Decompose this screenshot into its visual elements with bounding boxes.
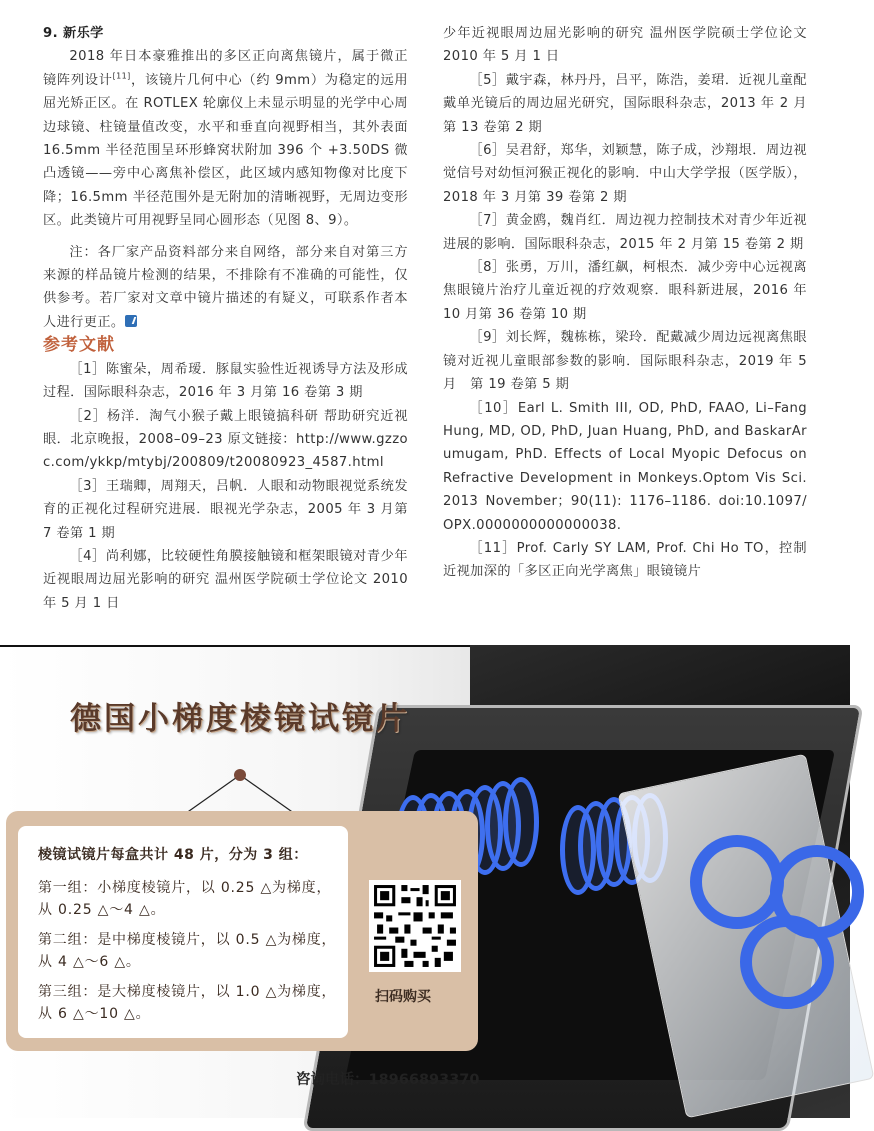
section-body <box>43 45 408 232</box>
reference-item: ［4］尚利娜，比较硬性角膜接触镜和框架眼镜对青少年近视眼周边屈光影响的研究 温州医学院硕士学位论文 2010 年 5 月 1 日 <box>43 548 408 611</box>
prism-lens <box>503 777 539 867</box>
ad-title: 德国小梯度棱镜试镜片 <box>70 701 410 737</box>
qr-code-icon[interactable] <box>369 880 461 972</box>
card-title: 棱镜试镜片每盒共计 48 片，分为 3 组： <box>38 847 308 863</box>
reference-item: ［8］张勇，万川，潘红飙，柯根杰．减少旁中心远视离焦眼镜片治疗儿童近视的疗效观察．眼科新进展，2016 年 10 月第 36 卷第 10 期 <box>443 260 807 322</box>
reference-item: ［6］吴君舒，郑华，刘颖慧，陈子成，沙翔垠．周边视觉信号对幼恒河猴正视化的影响．中山大学学报（医学版），2018 年 3 月第 39 卷第 2 期 <box>443 143 807 205</box>
editor-note-text: 注：各厂家产品资料部分来自网络，部分来自对第三方来源的样品镜片检测的结果，不排除有不准确的可能性，仅供参考。若厂家对文章中镜片描述的有疑义，可联系作者本人进行更正。 <box>43 244 408 330</box>
section-body-part1: 2018 年日本豪雅推出的多区正向离焦镜片，属于微正镜阵列设计 <box>43 49 408 88</box>
right-column <box>443 22 807 584</box>
end-mark-icon <box>125 315 137 327</box>
reference-continuation: 少年近视眼周边屈光影响的研究 温州医学院硕士学位论文 2010 年 5 月 1 日 <box>443 26 807 65</box>
group-description: 第二组：是中梯度棱镜片，以 0.5 △为梯度，从 4 △～6 △。 <box>38 932 337 970</box>
group-description: 第一组：小梯度棱镜片，以 0.25 △为梯度，从 0.25 △～4 △。 <box>38 880 332 918</box>
scan-to-buy-label: 扫码购买 <box>375 989 431 1005</box>
reference-item: ［7］黄金鸥，魏肖红．周边视力控制技术对青少年近视进展的影响．国际眼科杂志，2015 年 2 月第 15 卷第 2 期 <box>443 213 807 252</box>
contact-phone: 咨询电话：18966893370 <box>296 1072 480 1088</box>
section-body-part2: ，该镜片几何中心（约 9mm）为稳定的远用屈光矫正区。在 ROTLEX 轮廓仪上未显示明显的光学中心周边球镜、柱镜量值改变，水平和垂直向视野相当，其外表面 16.5mm 半径范围呈环形蜂窝状附加 396 个 +3.50DS 微凸透镜——旁中心离焦补偿区，此区域内感知物像对比度下降；16.5mm 半径范围外是无附加的清晰视野，无周边变形区。此类镜片可用视野呈同心圆形态（见图 8、9）。 <box>43 72 408 229</box>
advertisement <box>0 645 850 1118</box>
prism-lens <box>740 915 834 1009</box>
reference-item: ［1］陈蜜朵，周希瑷．豚鼠实验性近视诱导方法及形成过程．国际眼科杂志，2016 年 3 月第 16 卷第 3 期 <box>43 361 408 401</box>
reference-item: ［9］刘长辉，魏栋栋，梁玲．配戴减少周边远视离焦眼镜对近视儿童眼部参数的影响．国际眼科杂志，2019 年 5 月 第 19 卷第 5 期 <box>443 330 807 393</box>
editor-note <box>43 241 408 335</box>
reference-item: ［10］Earl L. Smith III, OD, PhD, FAAO, Li–Fang Hung, MD, OD, PhD, Juan Huang, PhD, and BaskarArumugam, PhD. Effects of Local Myopic Defocus on Refractive Development in Monkeys.Optom Vis Sci. 2013 November；90(11): 1176–1186. doi:10.1097/OPX.0000000000000038. <box>443 400 807 533</box>
group-description: 第三组：是大梯度棱镜片，以 1.0 △为梯度，从 6 △～10 △。 <box>38 984 337 1022</box>
reference-item: ［3］王瑞卿，周翔天，吕帆．人眼和动物眼视觉系统发育的正视化过程研究进展．眼视光学杂志，2005 年 3 月第 7 卷第 1 期 <box>43 478 408 541</box>
reference-item: ［11］Prof. Carly SY LAM, Prof. Chi Ho TO，控制近视加深的「多区正向光学离焦」眼镜镜片 <box>443 540 807 580</box>
reference-item: ［5］戴宇森，林丹丹，吕平，陈浩，姜珺．近视儿童配戴单光镜后的周边屈光研究，国际眼科杂志，2013 年 2 月第 13 卷第 2 期 <box>443 72 807 135</box>
references-heading: 参考文献 <box>43 335 115 356</box>
left-column <box>43 22 408 611</box>
section-title: 9. 新乐学 <box>43 26 104 41</box>
citation-marker: [11] <box>112 71 131 81</box>
reference-item: ［2］杨洋．淘气小猴子戴上眼镜搞科研 帮助研究近视眼．北京晚报，2008–09–23 原文链接：http://www.gzzoc.com/ykkp/mtybj/200809/t20080923_4587.html <box>43 408 408 471</box>
